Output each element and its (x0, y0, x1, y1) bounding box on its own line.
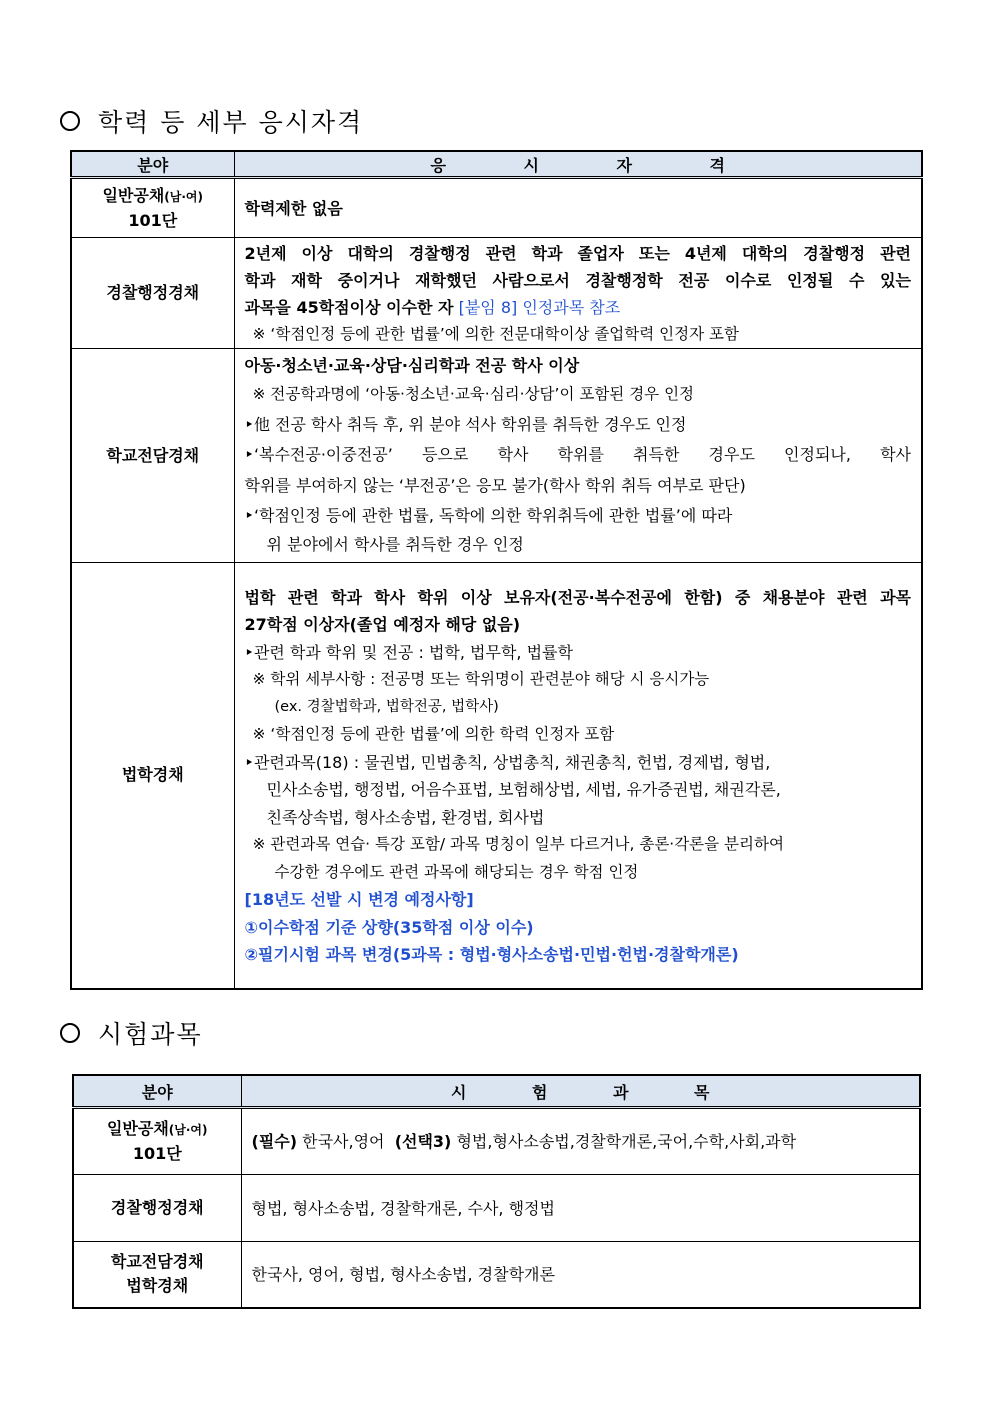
category-school-law: 학교전담경채 법학경채 (73, 1242, 241, 1308)
admin-line: 2년제 이상 대학의 경찰행정 관련 학과 졸업자 또는 4년제 대학의 경찰행정 관련 (244, 243, 911, 263)
circle-bullet-icon (60, 111, 80, 131)
law-line: 법학 관련 학과 학사 학위 이상 보유자(전공·복수전공에 한함) 중 채용분야 관련 과목 (244, 587, 911, 607)
category-general: 일반공채(남·여) 101단 (71, 178, 234, 238)
table-header-row (71, 151, 922, 178)
general-subjects (241, 1108, 920, 1175)
optional-subjects: 형법,형사소송법,경찰학개론,국어,수학,사회,과학 (456, 1132, 797, 1151)
school-line: 학위를 부여하지 않는 ‘부전공’은 응모 불가(학사 학위 취득 여부로 판단) (244, 475, 746, 495)
table-row (73, 1175, 920, 1242)
category-police-admin: 경찰행정경채 (71, 238, 234, 349)
category-general: 일반공채(남·여) 101단 (73, 1108, 241, 1175)
admin-qualification (234, 238, 922, 349)
planned-change-item: ①이수학점 기준 상향(35학점 이상 이수) (244, 917, 534, 937)
header-exam-subjects: 시 험 과 목 (241, 1075, 920, 1108)
planned-change-item: ②필기시험 과목 변경(5과목 : 형법·형사소송법·민법·헌법·경찰학개론) (244, 945, 739, 965)
law-note: ※ 학위 세부사항 : 전공명 또는 학위명이 관련분야 해당 시 응시가능 (252, 670, 710, 689)
category-law: 법학경채 (71, 563, 234, 989)
table-row (71, 563, 922, 989)
general-qualification-text: 학력제한 없음 (244, 198, 343, 218)
law-qualification (234, 563, 922, 989)
school-law-subjects: 한국사, 영어, 형법, 형사소송법, 경찰학개론 (241, 1242, 920, 1308)
header-qualification: 응 시 자 격 (234, 151, 922, 178)
law-line: ‣관련 학과 학위 및 전공 : 법학, 법무학, 법률학 (244, 642, 573, 662)
attachment-reference: [붙임 8] 인정과목 참조 (458, 297, 621, 317)
section-title-text: 학력 등 세부 응시자격 (98, 108, 364, 137)
admin-subjects: 형법, 형사소송법, 경찰학개론, 수사, 행정법 (241, 1175, 920, 1242)
optional-label: (선택3) (394, 1132, 452, 1151)
table-header-row (73, 1075, 920, 1108)
law-subjects: ‣관련과목(18) : 물권법, 민법총칙, 상법총칙, 채권총칙, 헌법, 경제법, 형법, (244, 752, 771, 772)
school-note: ※ 전공학과명에 ‘아동·청소년·교육·심리·상담’이 포함된 경우 인정 (252, 385, 695, 404)
law-subjects: 민사소송법, 행정법, 어음수표법, 보험해상법, 세법, 유가증권법, 채권각론, (266, 780, 781, 800)
section-title-text: 시험과목 (98, 1020, 203, 1049)
law-line: 27학점 이상자(졸업 예정자 해당 없음) (244, 615, 521, 635)
admin-line: 과목을 45학점이상 이수한 자 (244, 297, 454, 317)
admin-line: 학과 재학 중이거나 재학했던 사람으로서 경찰행정학 전공 이수로 인정될 수 있는 (244, 270, 911, 290)
law-note: ※ ‘학점인정 등에 관한 법률’에 의한 학력 인정자 포함 (252, 725, 615, 744)
planned-change-title: [18년도 선발 시 변경 예정사항] (244, 890, 474, 910)
header-field: 분야 (73, 1075, 241, 1108)
admin-note: ※ ‘학점인정 등에 관한 법률’에 의한 전문대학이상 졸업학력 인정자 포함 (252, 324, 739, 343)
school-line: 위 분야에서 학사를 취득한 경우 인정 (266, 534, 524, 554)
qualification-table (70, 150, 923, 990)
header-field: 분야 (71, 151, 234, 178)
table-row (71, 349, 922, 563)
law-note: 수강한 경우에도 관련 과목에 해당되는 경우 학점 인정 (274, 862, 639, 881)
school-line: ‣‘복수전공·이중전공’ 등으로 학사 학위를 취득한 경우도 인정되나, 학사 (244, 445, 911, 465)
required-label: (필수) (251, 1132, 298, 1151)
school-line: ‣‘학점인정 등에 관한 법률, 독학에 의한 학위취득에 관한 법률’에 따라 (244, 506, 733, 526)
school-line: ‣他 전공 학사 취득 후, 위 분야 석사 학위를 취득한 경우도 인정 (244, 414, 687, 434)
section-title-qualifications (60, 103, 363, 139)
law-note: ※ 관련과목 연습· 특강 포함/ 과목 명칭이 일부 다르거나, 총론·각론을 분리하여 (252, 835, 784, 854)
table-row (73, 1242, 920, 1308)
school-qualification (234, 349, 922, 563)
category-school: 학교전담경채 (71, 349, 234, 563)
table-row (73, 1108, 920, 1175)
table-row (71, 178, 922, 238)
law-note: (ex. 경찰법학과, 법학전공, 법학사) (274, 698, 499, 715)
category-police-admin: 경찰행정경채 (73, 1175, 241, 1242)
section-title-exam-subjects (60, 1015, 203, 1051)
circle-bullet-icon (60, 1023, 80, 1043)
general-qualification (234, 178, 922, 238)
law-subjects: 친족상속법, 형사소송법, 환경법, 회사법 (266, 807, 545, 827)
required-subjects: 한국사,영어 (302, 1132, 385, 1151)
table-row (71, 238, 922, 349)
exam-subjects-table (72, 1074, 921, 1309)
school-line: 아동·청소년·교육·상담·심리학과 전공 학사 이상 (244, 356, 580, 376)
